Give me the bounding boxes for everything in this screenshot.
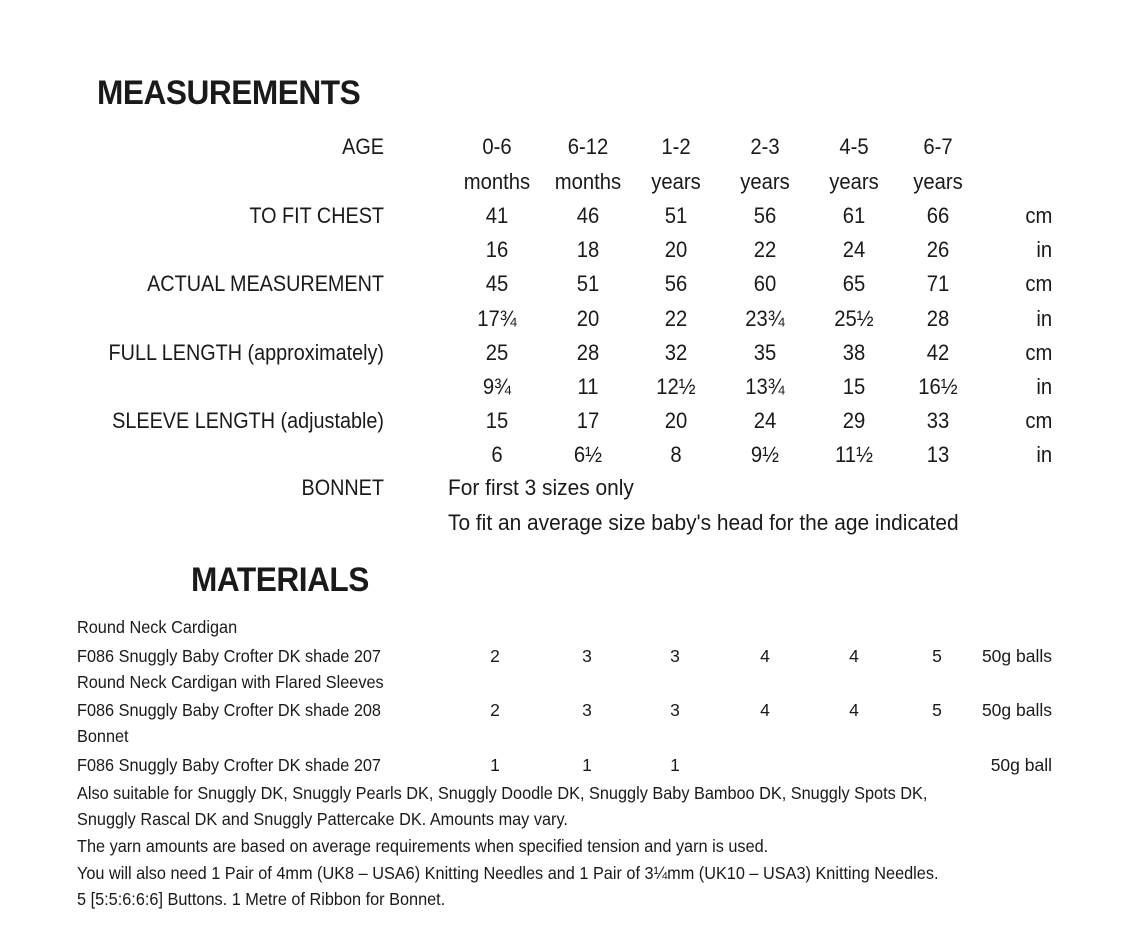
value-cell: 56 (664, 271, 688, 296)
quantity-cell: 1 (490, 755, 500, 775)
row-label: FULL LENGTH (approximately) (108, 340, 385, 365)
age-row-top (0, 130, 1147, 164)
measurement-row (0, 233, 1147, 267)
value-cell: 61 (842, 203, 866, 228)
value-cell: 8 (670, 442, 682, 467)
age-size-2: 6-12 (567, 134, 609, 159)
value-cell: 12½ (656, 374, 696, 399)
quantity-cell: 3 (582, 700, 592, 720)
value-cell: 18 (576, 237, 600, 262)
age-unit-4: years (740, 169, 790, 194)
value-cell: 35 (753, 340, 777, 365)
material-quantities (0, 697, 1147, 724)
age-size-3: 1-2 (661, 134, 691, 159)
age-unit-1: months (463, 169, 531, 194)
value-cell: 16½ (918, 374, 958, 399)
age-label: AGE (342, 134, 384, 159)
material-title: Round Neck Cardigan (77, 617, 238, 637)
quantity-unit: 50g balls (981, 646, 1052, 666)
bonnet-row-2 (0, 506, 1147, 540)
value-cell: 15 (842, 374, 866, 399)
age-unit-5: years (829, 169, 879, 194)
value-cell: 29 (842, 408, 866, 433)
material-title: Bonnet (77, 726, 129, 746)
measurement-row (0, 336, 1147, 370)
note-line: The yarn amounts are based on average requirements when specified tension and yarn is used. (77, 836, 769, 856)
measurement-row (0, 370, 1147, 404)
measurements-heading: MEASUREMENTS (97, 74, 361, 112)
value-cell: 71 (926, 271, 950, 296)
value-cell: 38 (842, 340, 866, 365)
bonnet-note-2: To fit an average size baby's head for the age indicated (448, 510, 959, 535)
age-unit-6: years (913, 169, 963, 194)
value-cell: 22 (664, 306, 688, 331)
value-cell: 66 (926, 203, 950, 228)
value-cell: 13¾ (745, 374, 785, 399)
material-title: Round Neck Cardigan with Flared Sleeves (77, 672, 384, 692)
age-size-4: 2-3 (750, 134, 780, 159)
value-cell: 60 (753, 271, 777, 296)
measurement-row (0, 199, 1147, 233)
quantity-cell: 3 (670, 646, 680, 666)
quantity-cell: 4 (849, 700, 859, 720)
row-label: SLEEVE LENGTH (adjustable) (112, 408, 384, 433)
value-cell: 56 (753, 203, 777, 228)
value-cell: 24 (842, 237, 866, 262)
value-cell: 42 (926, 340, 950, 365)
value-cell: 17¾ (477, 306, 517, 331)
value-cell: 28 (576, 340, 600, 365)
material-quantities (0, 643, 1147, 670)
value-cell: 17 (576, 408, 600, 433)
quantity-cell: 5 (932, 646, 942, 666)
unit-label: cm (1025, 271, 1052, 296)
value-cell: 24 (753, 408, 777, 433)
measurement-row (0, 302, 1147, 336)
measurement-row (0, 404, 1147, 438)
value-cell: 41 (485, 203, 509, 228)
material-quantities (0, 752, 1147, 779)
bonnet-note-1: For first 3 sizes only (448, 475, 634, 500)
material-yarn: F086 Snuggly Baby Crofter DK shade 208 (77, 700, 381, 720)
value-cell: 51 (576, 271, 600, 296)
quantity-cell: 2 (490, 700, 500, 720)
age-size-6: 6-7 (923, 134, 953, 159)
quantity-cell: 1 (670, 755, 680, 775)
quantity-cell: 5 (932, 700, 942, 720)
quantity-cell: 2 (490, 646, 500, 666)
note-line: Snuggly Rascal DK and Snuggly Pattercake DK. Amounts may vary. (77, 809, 568, 829)
note-line: You will also need 1 Pair of 4mm (UK8 – USA6) Knitting Needles and 1 Pair of 3¼mm (UK10 – USA3) Knitting Needles. (77, 863, 939, 883)
unit-label: in (1036, 306, 1052, 331)
value-cell: 20 (664, 408, 688, 433)
quantity-cell: 4 (760, 646, 770, 666)
bonnet-label: BONNET (301, 475, 384, 500)
value-cell: 9½ (750, 442, 780, 467)
quantity-cell: 4 (849, 646, 859, 666)
value-cell: 6 (491, 442, 503, 467)
value-cell: 9¾ (482, 374, 512, 399)
unit-label: in (1036, 374, 1052, 399)
age-size-1: 0-6 (482, 134, 512, 159)
value-cell: 6½ (573, 442, 603, 467)
value-cell: 16 (485, 237, 509, 262)
value-cell: 15 (485, 408, 509, 433)
row-label: ACTUAL MEASUREMENT (147, 271, 384, 296)
value-cell: 22 (753, 237, 777, 262)
quantity-cell: 3 (582, 646, 592, 666)
materials-heading: MATERIALS (191, 561, 369, 599)
value-cell: 33 (926, 408, 950, 433)
bonnet-row (0, 471, 1147, 505)
value-cell: 23¾ (745, 306, 785, 331)
quantity-cell: 4 (760, 700, 770, 720)
note-line: 5 [5:5:6:6:6] Buttons. 1 Metre of Ribbon for Bonnet. (77, 889, 446, 909)
value-cell: 45 (485, 271, 509, 296)
age-unit-2: months (554, 169, 622, 194)
age-unit-3: years (651, 169, 701, 194)
value-cell: 32 (664, 340, 688, 365)
value-cell: 28 (926, 306, 950, 331)
quantity-cell: 1 (582, 755, 592, 775)
value-cell: 65 (842, 271, 866, 296)
age-size-5: 4-5 (839, 134, 869, 159)
quantity-unit: 50g ball (990, 755, 1052, 775)
unit-label: in (1036, 442, 1052, 467)
material-yarn: F086 Snuggly Baby Crofter DK shade 207 (77, 646, 381, 666)
value-cell: 11½ (835, 442, 873, 467)
age-row-bottom (0, 165, 1147, 199)
unit-label: cm (1025, 203, 1052, 228)
measurement-row (0, 438, 1147, 472)
value-cell: 25½ (834, 306, 874, 331)
value-cell: 46 (576, 203, 600, 228)
measurement-row (0, 267, 1147, 301)
value-cell: 26 (926, 237, 950, 262)
value-cell: 25 (485, 340, 509, 365)
value-cell: 13 (926, 442, 950, 467)
value-cell: 11 (577, 374, 599, 399)
material-yarn: F086 Snuggly Baby Crofter DK shade 207 (77, 755, 381, 775)
value-cell: 51 (664, 203, 688, 228)
unit-label: in (1036, 237, 1052, 262)
quantity-cell: 3 (670, 700, 680, 720)
unit-label: cm (1025, 408, 1052, 433)
row-label: TO FIT CHEST (249, 203, 384, 228)
value-cell: 20 (576, 306, 600, 331)
note-line: Also suitable for Snuggly DK, Snuggly Pearls DK, Snuggly Doodle DK, Snuggly Baby Bamboo DK, Snuggly Spots DK, (77, 783, 928, 803)
quantity-unit: 50g balls (981, 700, 1052, 720)
value-cell: 20 (664, 237, 688, 262)
unit-label: cm (1025, 340, 1052, 365)
